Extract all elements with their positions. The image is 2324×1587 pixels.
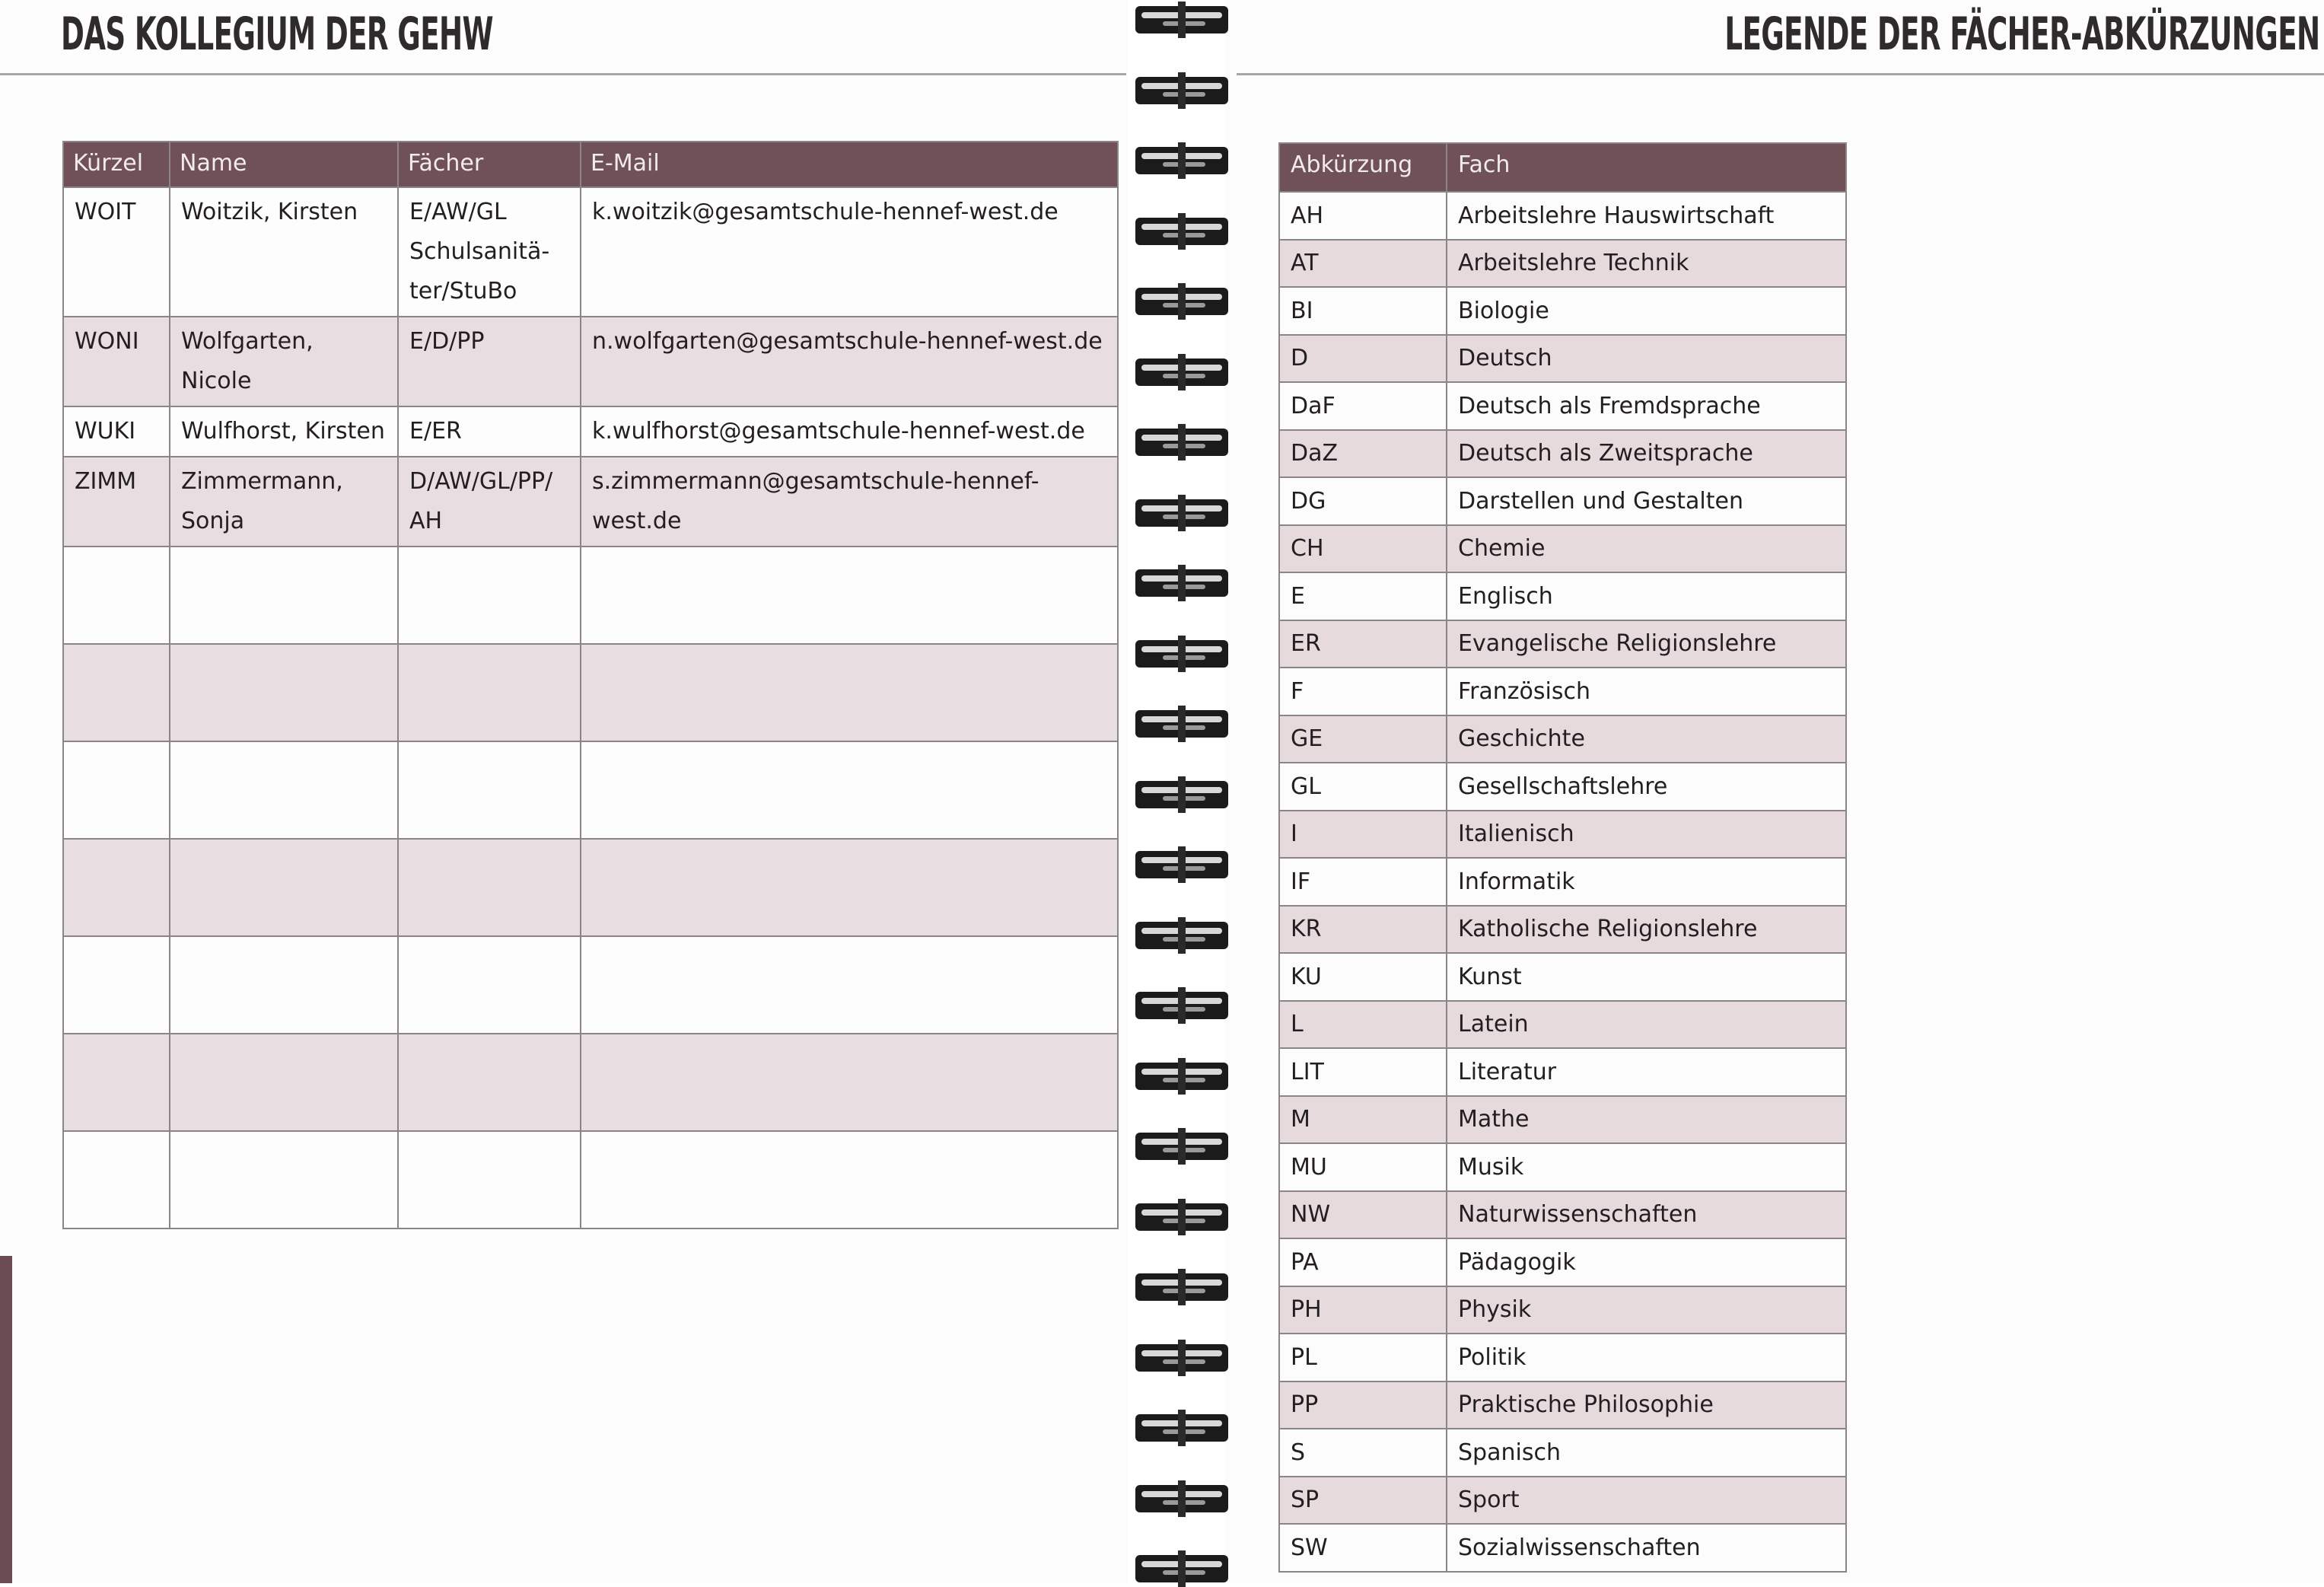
legend-abbreviation: LIT bbox=[1279, 1048, 1447, 1096]
legend-abbreviation: PP bbox=[1279, 1381, 1447, 1429]
legend-row bbox=[1279, 1286, 1846, 1334]
legend-row bbox=[1279, 1381, 1846, 1429]
staff-table bbox=[62, 141, 1119, 1229]
legend-abbreviation: NW bbox=[1279, 1191, 1447, 1239]
staff-table-header bbox=[63, 142, 1118, 187]
cell-faecher: E/ER bbox=[398, 406, 581, 457]
legend-subject: Französisch bbox=[1447, 668, 1846, 715]
table-row bbox=[63, 317, 1118, 406]
empty-row bbox=[63, 839, 1118, 936]
legend-row bbox=[1279, 1477, 1846, 1525]
legend-row bbox=[1279, 287, 1846, 335]
legend-subject: Katholische Religionslehre bbox=[1447, 906, 1846, 954]
legend-body bbox=[1279, 192, 1846, 1572]
table-row bbox=[63, 187, 1118, 317]
spiral-ring bbox=[1132, 1199, 1231, 1235]
spiral-ring bbox=[1132, 776, 1231, 813]
legend-row bbox=[1279, 335, 1846, 383]
legend-abbreviation: I bbox=[1279, 811, 1447, 859]
legend-abbreviation: PA bbox=[1279, 1238, 1447, 1286]
legend-row bbox=[1279, 1524, 1846, 1572]
empty-row bbox=[63, 936, 1118, 1034]
empty-row bbox=[63, 644, 1118, 741]
cell-kuerzel: ZIMM bbox=[63, 457, 170, 547]
spiral-ring bbox=[1132, 636, 1231, 672]
legend-row bbox=[1279, 1334, 1846, 1381]
legend-subject: Politik bbox=[1447, 1334, 1846, 1381]
legend-row bbox=[1279, 763, 1846, 811]
legend-subject: Informatik bbox=[1447, 858, 1846, 906]
legend-row bbox=[1279, 1143, 1846, 1191]
spiral-ring bbox=[1132, 2, 1231, 38]
legend-row bbox=[1279, 668, 1846, 715]
legend-row bbox=[1279, 477, 1846, 525]
legend-row bbox=[1279, 382, 1846, 430]
legend-row bbox=[1279, 1429, 1846, 1477]
legend-subject: Deutsch bbox=[1447, 335, 1846, 383]
cell-email: k.wulfhorst@gesamtschule-hennef-west.de bbox=[581, 406, 1118, 457]
right-page-title: LEGENDE DER FÄCHER-ABKÜRZUNGEN bbox=[1724, 8, 2320, 61]
cell-name: Wulfhorst, Kirsten bbox=[170, 406, 398, 457]
legend-abbreviation: PL bbox=[1279, 1334, 1447, 1381]
legend-row bbox=[1279, 1048, 1846, 1096]
cell-email: s.zimmermann@gesamtschule-hennef-west.de bbox=[581, 457, 1118, 547]
legend-abbreviation: SW bbox=[1279, 1524, 1447, 1572]
legend-abbreviation: KR bbox=[1279, 906, 1447, 954]
table-row bbox=[63, 406, 1118, 457]
legend-abbreviation: L bbox=[1279, 1001, 1447, 1049]
spiral-ring bbox=[1132, 495, 1231, 531]
left-page-title: DAS KOLLEGIUM DER GEHW bbox=[61, 8, 493, 61]
legend-subject: Arbeitslehre Hauswirtschaft bbox=[1447, 192, 1846, 240]
empty-row bbox=[63, 1131, 1118, 1228]
empty-row bbox=[63, 1034, 1118, 1131]
legend-abbreviation: AH bbox=[1279, 192, 1447, 240]
legend-row bbox=[1279, 1191, 1846, 1239]
spiral-ring bbox=[1132, 283, 1231, 320]
legend-abbreviation: IF bbox=[1279, 858, 1447, 906]
spiral-ring bbox=[1132, 846, 1231, 883]
spiral-ring bbox=[1132, 213, 1231, 250]
cell-kuerzel: WUKI bbox=[63, 406, 170, 457]
legend-abbreviation: GE bbox=[1279, 715, 1447, 763]
left-page bbox=[0, 0, 1128, 1583]
cell-name: Woitzik, Kirsten bbox=[170, 187, 398, 317]
legend-subject: Sozialwissenschaften bbox=[1447, 1524, 1846, 1572]
right-title-rule bbox=[1237, 73, 2324, 75]
page-edge-bar bbox=[0, 1256, 12, 1583]
header-name: Name bbox=[170, 142, 398, 187]
legend-abbreviation: AT bbox=[1279, 240, 1447, 288]
spiral-ring bbox=[1132, 1058, 1231, 1095]
spiral-ring bbox=[1132, 1480, 1231, 1517]
legend-subject: Englisch bbox=[1447, 572, 1846, 620]
table-row bbox=[63, 457, 1118, 547]
legend-abbreviation: BI bbox=[1279, 287, 1447, 335]
left-title-rule bbox=[0, 73, 1126, 75]
legend-abbreviation: DaZ bbox=[1279, 430, 1447, 478]
legend-row bbox=[1279, 525, 1846, 573]
cell-faecher: E/D/PP bbox=[398, 317, 581, 406]
header-faecher: Fächer bbox=[398, 142, 581, 187]
legend-subject: Gesellschaftslehre bbox=[1447, 763, 1846, 811]
legend-abbreviation: MU bbox=[1279, 1143, 1447, 1191]
spiral-ring bbox=[1132, 142, 1231, 179]
cell-kuerzel: WONI bbox=[63, 317, 170, 406]
legend-row bbox=[1279, 1001, 1846, 1049]
legend-subject: Evangelische Religionslehre bbox=[1447, 620, 1846, 668]
spiral-ring bbox=[1132, 1550, 1231, 1587]
legend-subject: Mathe bbox=[1447, 1096, 1846, 1144]
legend-abbreviation: M bbox=[1279, 1096, 1447, 1144]
cell-faecher: D/AW/GL/PP/ AH bbox=[398, 457, 581, 547]
cell-email: k.woitzik@gesamtschule-hennef-west.de bbox=[581, 187, 1118, 317]
legend-subject: Praktische Philosophie bbox=[1447, 1381, 1846, 1429]
legend-row bbox=[1279, 620, 1846, 668]
legend-row bbox=[1279, 715, 1846, 763]
legend-abbreviation: CH bbox=[1279, 525, 1447, 573]
legend-row bbox=[1279, 953, 1846, 1001]
header-kuerzel: Kürzel bbox=[63, 142, 170, 187]
legend-row bbox=[1279, 811, 1846, 859]
legend-subject: Deutsch als Zweitsprache bbox=[1447, 430, 1846, 478]
legend-subject: Geschichte bbox=[1447, 715, 1846, 763]
spiral-ring bbox=[1132, 72, 1231, 109]
header-abkuerzung: Abkürzung bbox=[1279, 143, 1447, 192]
legend-subject: Kunst bbox=[1447, 953, 1846, 1001]
legend-abbreviation: SP bbox=[1279, 1477, 1447, 1525]
spiral-ring bbox=[1132, 1128, 1231, 1165]
cell-name: Wolfgarten, Nicole bbox=[170, 317, 398, 406]
legend-abbreviation: DaF bbox=[1279, 382, 1447, 430]
spiral-binding bbox=[1132, 0, 1231, 1583]
legend-abbreviation: PH bbox=[1279, 1286, 1447, 1334]
legend-row bbox=[1279, 1238, 1846, 1286]
legend-row bbox=[1279, 858, 1846, 906]
legend-row bbox=[1279, 192, 1846, 240]
legend-abbreviation: GL bbox=[1279, 763, 1447, 811]
cell-name: Zimmermann, Sonja bbox=[170, 457, 398, 547]
spiral-ring bbox=[1132, 1269, 1231, 1305]
spiral-ring bbox=[1132, 987, 1231, 1024]
legend-row bbox=[1279, 430, 1846, 478]
legend-abbreviation: F bbox=[1279, 668, 1447, 715]
cell-email: n.wolfgarten@gesamtschule-hennef-west.de bbox=[581, 317, 1118, 406]
legend-subject: Physik bbox=[1447, 1286, 1846, 1334]
legend-subject: Italienisch bbox=[1447, 811, 1846, 859]
legend-abbreviation: KU bbox=[1279, 953, 1447, 1001]
legend-subject: Biologie bbox=[1447, 287, 1846, 335]
legend-row bbox=[1279, 572, 1846, 620]
legend-subject: Musik bbox=[1447, 1143, 1846, 1191]
legend-abbreviation: E bbox=[1279, 572, 1447, 620]
spiral-ring bbox=[1132, 1340, 1231, 1376]
legend-subject: Literatur bbox=[1447, 1048, 1846, 1096]
spiral-ring bbox=[1132, 706, 1231, 742]
legend-subject: Darstellen und Gestalten bbox=[1447, 477, 1846, 525]
legend-subject: Deutsch als Fremdsprache bbox=[1447, 382, 1846, 430]
legend-row bbox=[1279, 906, 1846, 954]
legend-subject: Latein bbox=[1447, 1001, 1846, 1049]
spiral-ring bbox=[1132, 424, 1231, 460]
legend-subject: Spanisch bbox=[1447, 1429, 1846, 1477]
spiral-ring bbox=[1132, 917, 1231, 954]
legend-subject: Pädagogik bbox=[1447, 1238, 1846, 1286]
legend-abbreviation: D bbox=[1279, 335, 1447, 383]
header-fach: Fach bbox=[1447, 143, 1846, 192]
empty-row bbox=[63, 547, 1118, 644]
legend-abbreviation: ER bbox=[1279, 620, 1447, 668]
legend-abbreviation: DG bbox=[1279, 477, 1447, 525]
legend-row bbox=[1279, 1096, 1846, 1144]
header-email: E-Mail bbox=[581, 142, 1118, 187]
legend-subject: Sport bbox=[1447, 1477, 1846, 1525]
legend-subject: Naturwissenschaften bbox=[1447, 1191, 1846, 1239]
spiral-ring bbox=[1132, 565, 1231, 601]
legend-table-header bbox=[1279, 143, 1846, 192]
empty-row bbox=[63, 741, 1118, 839]
spiral-ring bbox=[1132, 1410, 1231, 1446]
legend-abbreviation: S bbox=[1279, 1429, 1447, 1477]
legend-table bbox=[1278, 142, 1847, 1573]
cell-faecher: E/AW/GL Schulsanitä-ter/StuBo bbox=[398, 187, 581, 317]
cell-kuerzel: WOIT bbox=[63, 187, 170, 317]
legend-row bbox=[1279, 240, 1846, 288]
spiral-ring bbox=[1132, 354, 1231, 390]
legend-subject: Arbeitslehre Technik bbox=[1447, 240, 1846, 288]
legend-subject: Chemie bbox=[1447, 525, 1846, 573]
